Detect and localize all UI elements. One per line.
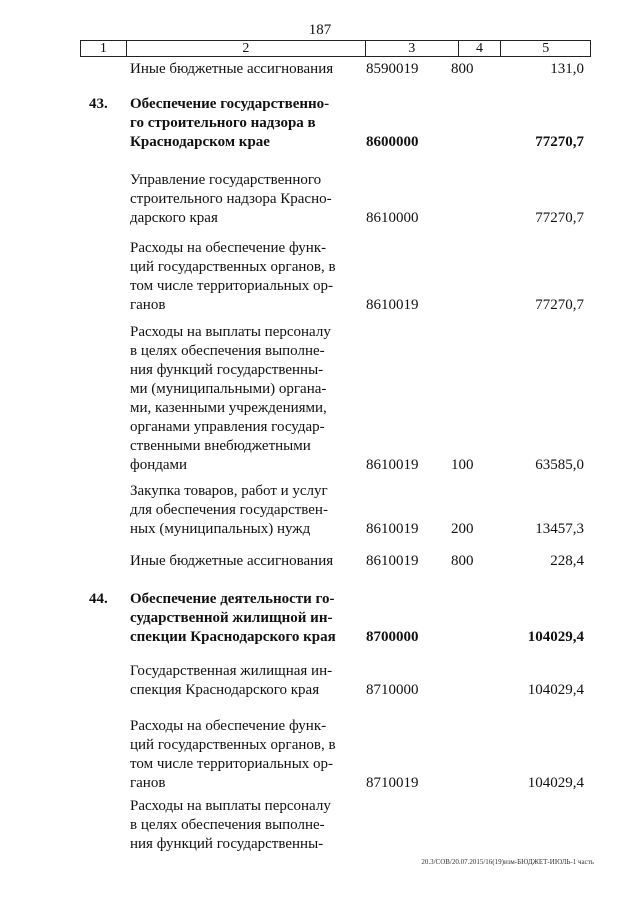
row-name: Обеспечение государственно- го строительного надзора в Краснодарском крае — [130, 96, 330, 150]
row-amount: 63585,0 — [535, 457, 584, 473]
row-number: 43. — [89, 96, 108, 112]
footer-code: 20.3/СОВ/20.07.2015/16(19)изм-БЮДЖЕТ-ИЮЛЬ-1 часть — [421, 858, 594, 866]
table-header — [80, 40, 591, 57]
row-code: 8610019 — [366, 553, 419, 569]
header-col-3: 3 — [366, 41, 459, 56]
row-name: Закупка товаров, работ и услуг для обеспечения государствен- ных (муниципальных) нужд — [130, 483, 328, 537]
row-amount: 77270,7 — [535, 210, 584, 226]
row-code: 8590019 — [366, 61, 419, 77]
row-number: 44. — [89, 591, 108, 607]
row-amount: 104029,4 — [527, 629, 584, 645]
row-expense-type: 200 — [451, 521, 474, 537]
page-number: 187 — [308, 22, 332, 38]
row-name: Государственная жилищная ин- спекция Краснодарского края — [130, 663, 333, 698]
header-col-4: 4 — [459, 41, 502, 56]
header-col-5: 5 — [542, 41, 550, 56]
row-amount: 77270,7 — [535, 297, 584, 313]
row-amount: 104029,4 — [527, 682, 584, 698]
row-amount: 77270,7 — [535, 134, 584, 150]
row-name: Обеспечение деятельности го- сударственной жилищной ин- спекции Краснодарского края — [130, 591, 336, 645]
row-amount: 13457,3 — [535, 521, 584, 537]
header-col-1: 1 — [81, 41, 127, 56]
header-col-2: 2 — [127, 41, 366, 56]
row-name: Управление государственного строительного надзора Красно- дарского края — [130, 172, 332, 226]
row-code: 8610019 — [366, 521, 419, 537]
row-code: 8600000 — [366, 134, 419, 150]
row-name: Расходы на обеспечение функ- ций государственных органов, в том числе территориальных ор- ганов — [130, 240, 336, 313]
row-name: Иные бюджетные ассигнования — [130, 61, 334, 77]
row-name: Иные бюджетные ассигнования — [130, 553, 334, 569]
row-code: 8610019 — [366, 297, 419, 313]
row-name: Расходы на выплаты персоналу в целях обеспечения выполне- ния функций государственны- ми (муниципальными) органа- ми, казенными учреждениями, органами управления государ- ственными внебюджетными фондами — [130, 324, 331, 473]
row-code: 8610019 — [366, 457, 419, 473]
row-code: 8710000 — [366, 682, 419, 698]
row-name: Расходы на обеспечение функ- ций государственных органов, в том числе территориальных ор- ганов — [130, 718, 336, 791]
row-code: 8610000 — [366, 210, 419, 226]
row-expense-type: 800 — [451, 61, 474, 77]
row-amount: 104029,4 — [527, 775, 584, 791]
row-amount: 228,4 — [550, 553, 584, 569]
row-code: 8710019 — [366, 775, 419, 791]
row-name: Расходы на выплаты персоналу в целях обеспечения выполне- ния функций государственны- — [130, 798, 331, 852]
row-expense-type: 100 — [451, 457, 474, 473]
row-amount: 131,0 — [550, 61, 584, 77]
row-code: 8700000 — [366, 629, 419, 645]
row-expense-type: 800 — [451, 553, 474, 569]
